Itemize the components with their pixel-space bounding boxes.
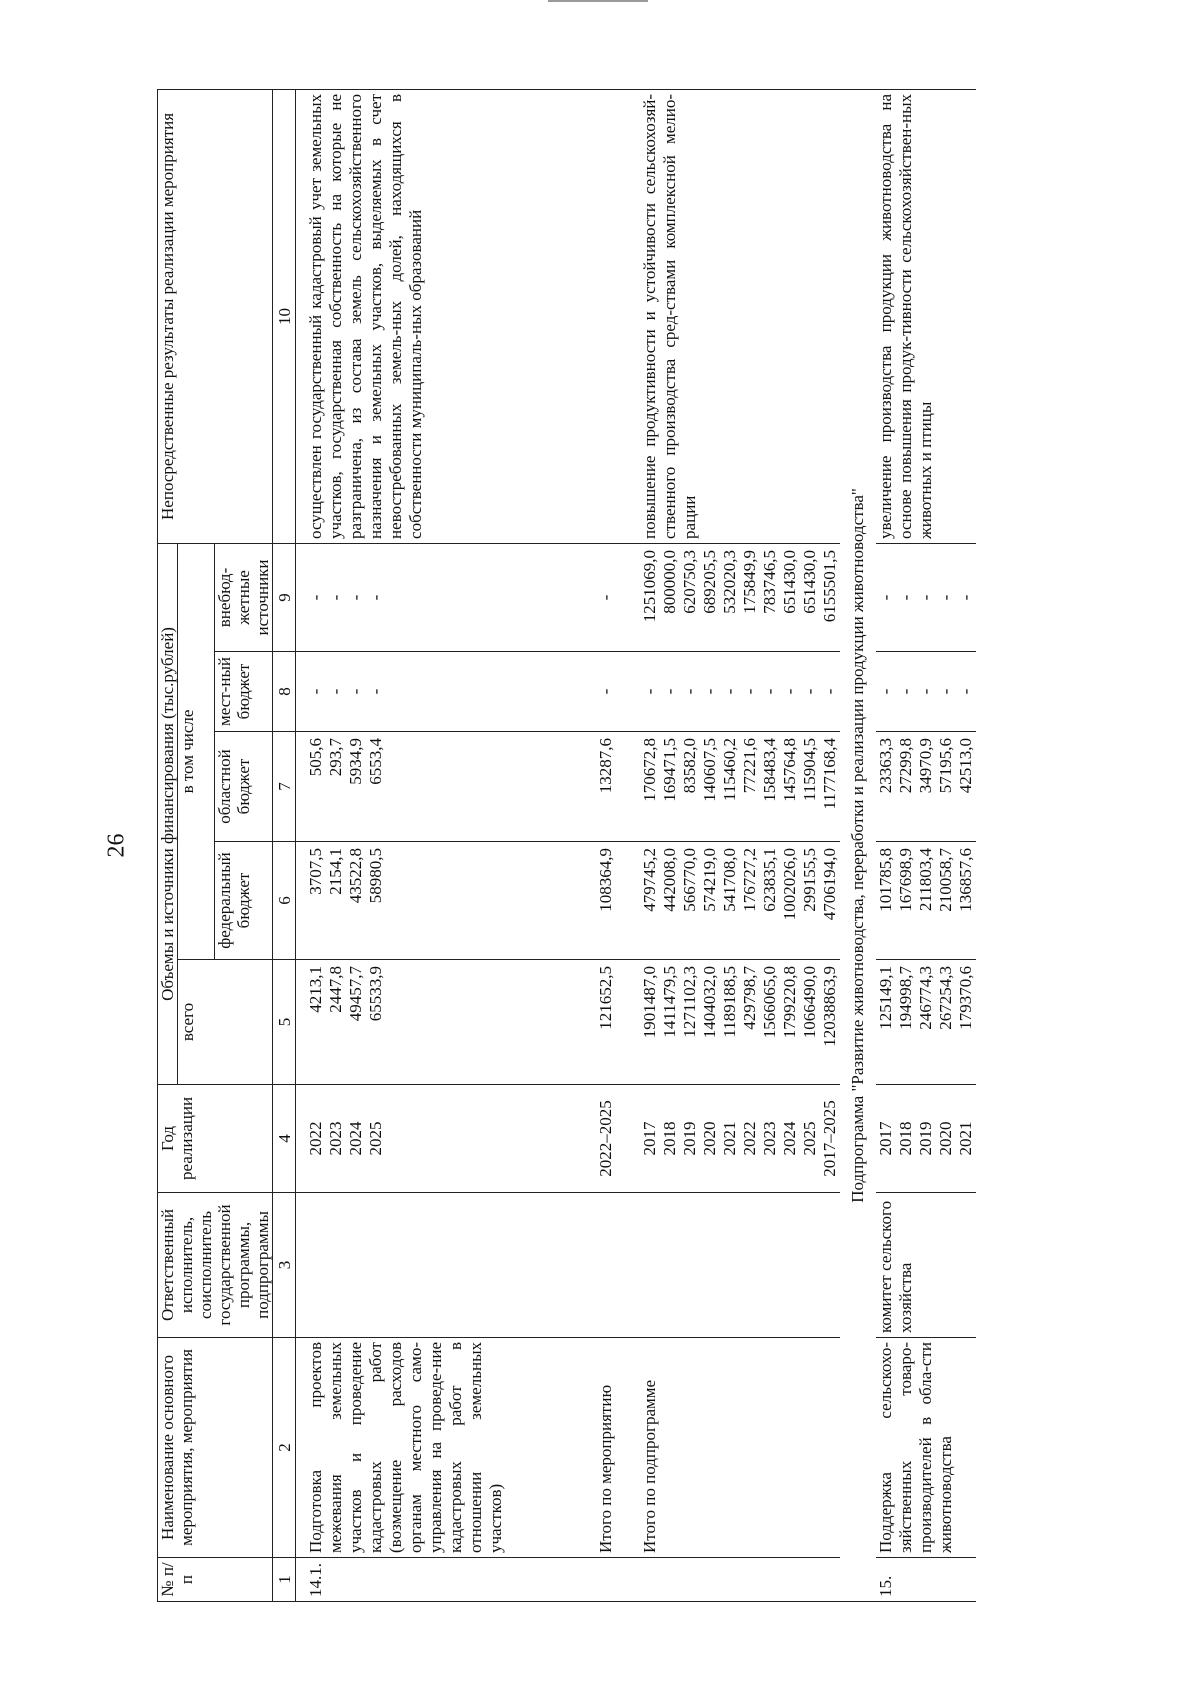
cell-value: 4706194,0 — [819, 848, 839, 921]
cell-value: - — [306, 594, 325, 601]
cell-value: - — [895, 688, 915, 695]
col-number: 10 — [273, 89, 296, 543]
cell-value: 2019 — [679, 1121, 699, 1156]
cell-value: 574219,0 — [699, 848, 719, 912]
page-number: 26 — [103, 833, 130, 858]
cell-value: 167698,9 — [895, 848, 915, 912]
cell-value: 2024 — [779, 1121, 799, 1156]
cell-value: 140607,5 — [699, 738, 719, 802]
cell-value: 2025 — [366, 1121, 385, 1156]
cell-value: - — [759, 688, 779, 695]
regional-cell — [296, 732, 596, 842]
table-row — [876, 89, 976, 1601]
total-label: Итого по мероприятию — [596, 1338, 616, 1558]
executor-cell: комитет сельского хозяйства — [876, 1193, 976, 1338]
cell-value: 2023 — [326, 1121, 345, 1156]
years-cell — [296, 1085, 596, 1193]
header-extrabudget: внебюд-жетные источники — [215, 543, 273, 651]
extrabudget-cell: - — [596, 543, 616, 651]
total-cell — [296, 960, 596, 1085]
cell-value: - — [799, 688, 819, 695]
cell-value: 541708,0 — [719, 848, 739, 912]
row-number: 15. — [876, 1558, 976, 1602]
federal-cell — [640, 842, 840, 960]
subprogram-heading-row — [840, 89, 876, 1601]
cell-value: 1404032,0 — [699, 966, 719, 1039]
cell-value: 77221,6 — [739, 738, 759, 794]
cell-value: 57195,6 — [935, 738, 955, 794]
cell-value: - — [366, 594, 385, 601]
cell-value: - — [639, 688, 659, 695]
cell-value: 2020 — [699, 1121, 719, 1156]
cell-value: 6155501,5 — [819, 549, 839, 623]
cell-value: 12038863,9 — [819, 966, 839, 1047]
cell-value: 2022 — [739, 1121, 759, 1156]
total-cell — [876, 960, 976, 1085]
col-number: 3 — [273, 1193, 296, 1338]
total-label: Итого по подпрограмме — [640, 1338, 840, 1558]
local-cell — [296, 652, 596, 732]
col-number: 7 — [273, 732, 296, 842]
cell-value: - — [915, 594, 935, 601]
cell-value: 651430,0 — [799, 549, 819, 614]
financing-table — [157, 89, 976, 1602]
table-row — [596, 89, 616, 1601]
cell-value: 175849,9 — [739, 549, 759, 614]
cell-value: 1411479,5 — [659, 966, 679, 1038]
cell-value: 211803,4 — [915, 848, 935, 912]
federal-cell — [876, 842, 976, 960]
col-number: 8 — [273, 652, 296, 732]
cell-value: 299155,5 — [799, 848, 819, 912]
cell-value: 2154,1 — [326, 848, 345, 895]
cell-value: 125149,1 — [875, 966, 895, 1030]
cell-value: - — [935, 594, 955, 601]
cell-value: 623835,1 — [759, 848, 779, 912]
col-number: 4 — [273, 1085, 296, 1193]
cell-value: 1189188,5 — [719, 966, 739, 1038]
cell-value: 2018 — [895, 1121, 915, 1156]
cell-value: - — [719, 688, 739, 695]
years-cell — [876, 1085, 976, 1193]
cell-value: 176727,2 — [739, 848, 759, 912]
header-executor: Ответственный исполнитель, соисполнитель государственной программы, подпрограммы — [158, 1193, 273, 1338]
cell-value: 1002026,0 — [779, 848, 799, 921]
result-cell: осуществлен государственный кадастровый учет земельных участков, государственная собственность на которые не разграничена, из состава земель сельскохозяйственного назначения и земельных участков, выделяемых в счет невостребованных земель-ных долей, находящихся в собственности муниципаль-ных образований — [296, 89, 596, 543]
cell-value: 145764,8 — [779, 738, 799, 802]
header-num: № п/п — [158, 1558, 273, 1602]
cell-value: - — [326, 594, 345, 601]
cell-value: 2025 — [799, 1121, 819, 1156]
cell-value: 158483,4 — [759, 738, 779, 802]
cell-value: 566770,0 — [679, 848, 699, 912]
local-cell: - — [596, 652, 616, 732]
cell-value: 34970,9 — [915, 738, 935, 794]
cell-value: 429798,7 — [739, 966, 759, 1030]
total-cell — [640, 960, 840, 1085]
cell-value: 179370,6 — [955, 966, 975, 1030]
extrabudget-cell — [296, 543, 596, 651]
local-cell — [876, 652, 976, 732]
result-cell — [596, 89, 616, 543]
total-cell: 121652,5 — [596, 960, 616, 1085]
header-regional: областной бюджет — [215, 732, 273, 842]
header-year: Год реализации — [158, 1085, 273, 1193]
cell-value: 43522,8 — [346, 848, 365, 904]
scan-edge-line — [548, 0, 648, 2]
executor-cell — [296, 1193, 596, 1338]
cell-value: - — [875, 594, 895, 601]
cell-value: 101785,8 — [875, 848, 895, 912]
cell-value: 4213,1 — [306, 966, 325, 1013]
cell-value: - — [679, 688, 699, 695]
cell-value: 651430,0 — [779, 549, 799, 614]
rotated-table-page — [157, 90, 997, 1602]
federal-cell — [296, 842, 596, 960]
cell-value: 1177168,4 — [819, 738, 839, 810]
cell-value: 267254,3 — [935, 966, 955, 1030]
cell-value: - — [366, 688, 385, 695]
col-number: 6 — [273, 842, 296, 960]
table-spacer — [616, 89, 640, 1601]
federal-cell: 108364,9 — [596, 842, 616, 960]
row-number — [596, 1558, 616, 1602]
col-number: 9 — [273, 543, 296, 651]
cell-value: 620750,3 — [679, 549, 699, 614]
cell-value: 246774,3 — [915, 966, 935, 1030]
cell-value: 58980,5 — [366, 848, 385, 904]
header-local: мест-ный бюджет — [215, 652, 273, 732]
header-name: Наименование основного мероприятия, мероприятия — [158, 1338, 273, 1558]
executor-cell — [640, 1193, 840, 1338]
cell-value: 2017–2025 — [819, 1100, 839, 1177]
cell-value: - — [306, 688, 325, 695]
cell-value: 2024 — [346, 1121, 365, 1156]
cell-value: 65533,9 — [366, 966, 385, 1022]
cell-value: 6553,4 — [366, 738, 385, 785]
cell-value: 2447,8 — [326, 966, 345, 1013]
cell-value: 505,6 — [306, 738, 325, 777]
cell-value: 1066490,0 — [799, 966, 819, 1039]
cell-value: 442008,0 — [659, 848, 679, 912]
row-number: 14.1. — [296, 1558, 596, 1602]
cell-value: 479745,2 — [639, 848, 659, 912]
col-number: 5 — [273, 960, 296, 1085]
measure-name: Подготовка проектов межевания земельных участков и проведение кадастровых работ (возмещение расходов органам местного само-управления на проведе-ние кадастровых работ в отношении земельных участков) — [296, 1338, 596, 1558]
cell-value: - — [699, 688, 719, 695]
cell-value: 210058,7 — [935, 848, 955, 912]
cell-value: 2017 — [639, 1121, 659, 1156]
cell-value: 83582,0 — [679, 738, 699, 794]
years-cell: 2022–2025 — [596, 1085, 616, 1193]
cell-value: 2017 — [875, 1121, 895, 1156]
cell-value: - — [935, 688, 955, 695]
cell-value: 5934,9 — [346, 738, 365, 785]
cell-value: - — [346, 594, 365, 601]
cell-value: - — [955, 594, 975, 601]
years-cell — [640, 1085, 840, 1193]
cell-value: 783746,5 — [759, 549, 779, 614]
cell-value: - — [326, 688, 345, 695]
cell-value: 115460,2 — [719, 738, 739, 802]
cell-value: 27299,8 — [895, 738, 915, 794]
cell-value: - — [915, 688, 935, 695]
cell-value: 2018 — [659, 1121, 679, 1156]
extrabudget-cell — [640, 543, 840, 651]
col-number: 2 — [273, 1338, 296, 1558]
cell-value: 170672,8 — [639, 738, 659, 802]
cell-value: 194998,7 — [895, 966, 915, 1030]
executor-cell — [596, 1193, 616, 1338]
header-result: Непосредственные результаты реализации мероприятия — [158, 89, 273, 543]
result-cell: повышение продуктивности и устойчивости сельскохозяй-ственного производства сред-ствами комплексной мелио-рации — [640, 89, 840, 543]
local-cell — [640, 652, 840, 732]
cell-value: 2023 — [759, 1121, 779, 1156]
cell-value: - — [955, 688, 975, 695]
header-financing-group: Объемы и источники финансирования (тыс.рублей) — [158, 543, 178, 1084]
header-federal: федеральный бюджет — [215, 842, 273, 960]
cell-value: - — [346, 688, 365, 695]
regional-cell: 13287,6 — [596, 732, 616, 842]
cell-value: 800000,0 — [659, 549, 679, 614]
cell-value: 169471,5 — [659, 738, 679, 802]
regional-cell — [640, 732, 840, 842]
cell-value: 23363,3 — [875, 738, 895, 794]
cell-value: - — [895, 594, 915, 601]
cell-value: 689205,5 — [699, 549, 719, 614]
cell-value: 136857,6 — [955, 848, 975, 912]
header-including: в том числе — [178, 543, 215, 959]
cell-value: 115904,5 — [799, 738, 819, 802]
cell-value: 1901487,0 — [639, 966, 659, 1039]
cell-value: 2020 — [935, 1121, 955, 1156]
row-number — [640, 1558, 840, 1602]
header-total: всего — [178, 960, 273, 1085]
cell-value: 2019 — [915, 1121, 935, 1156]
cell-value: 49457,7 — [346, 966, 365, 1022]
cell-value: 2021 — [719, 1121, 739, 1156]
cell-value: 293,7 — [326, 738, 345, 777]
table-row — [640, 89, 840, 1601]
extrabudget-cell — [876, 543, 976, 651]
cell-value: - — [779, 688, 799, 695]
subprogram-title: Подпрограмма "Развитие животноводства, переработки и реализации продукции животноводства" — [840, 89, 876, 1601]
cell-value: - — [875, 688, 895, 695]
table-row — [296, 89, 596, 1601]
cell-value: 1799220,8 — [779, 966, 799, 1039]
col-number: 1 — [273, 1558, 296, 1602]
regional-cell — [876, 732, 976, 842]
cell-value: - — [739, 688, 759, 695]
measure-name: Поддержка сельскохо-зяйственных товаро-производителей в обла-сти животноводства — [876, 1338, 976, 1558]
result-cell: увеличение производства продукции животноводства на основе повышения продук-тивности сельскохозяйствен-ных животных и птицы — [876, 89, 976, 543]
cell-value: 42513,0 — [955, 738, 975, 794]
cell-value: 532020,3 — [719, 549, 739, 614]
cell-value: 1271102,3 — [679, 966, 699, 1038]
cell-value: - — [659, 688, 679, 695]
cell-value: - — [819, 688, 839, 695]
cell-value: 1251069,0 — [639, 549, 659, 623]
cell-value: 3707,5 — [306, 848, 325, 895]
cell-value: 2022 — [306, 1121, 325, 1156]
cell-value: 1566065,0 — [759, 966, 779, 1039]
cell-value: 2021 — [955, 1121, 975, 1156]
